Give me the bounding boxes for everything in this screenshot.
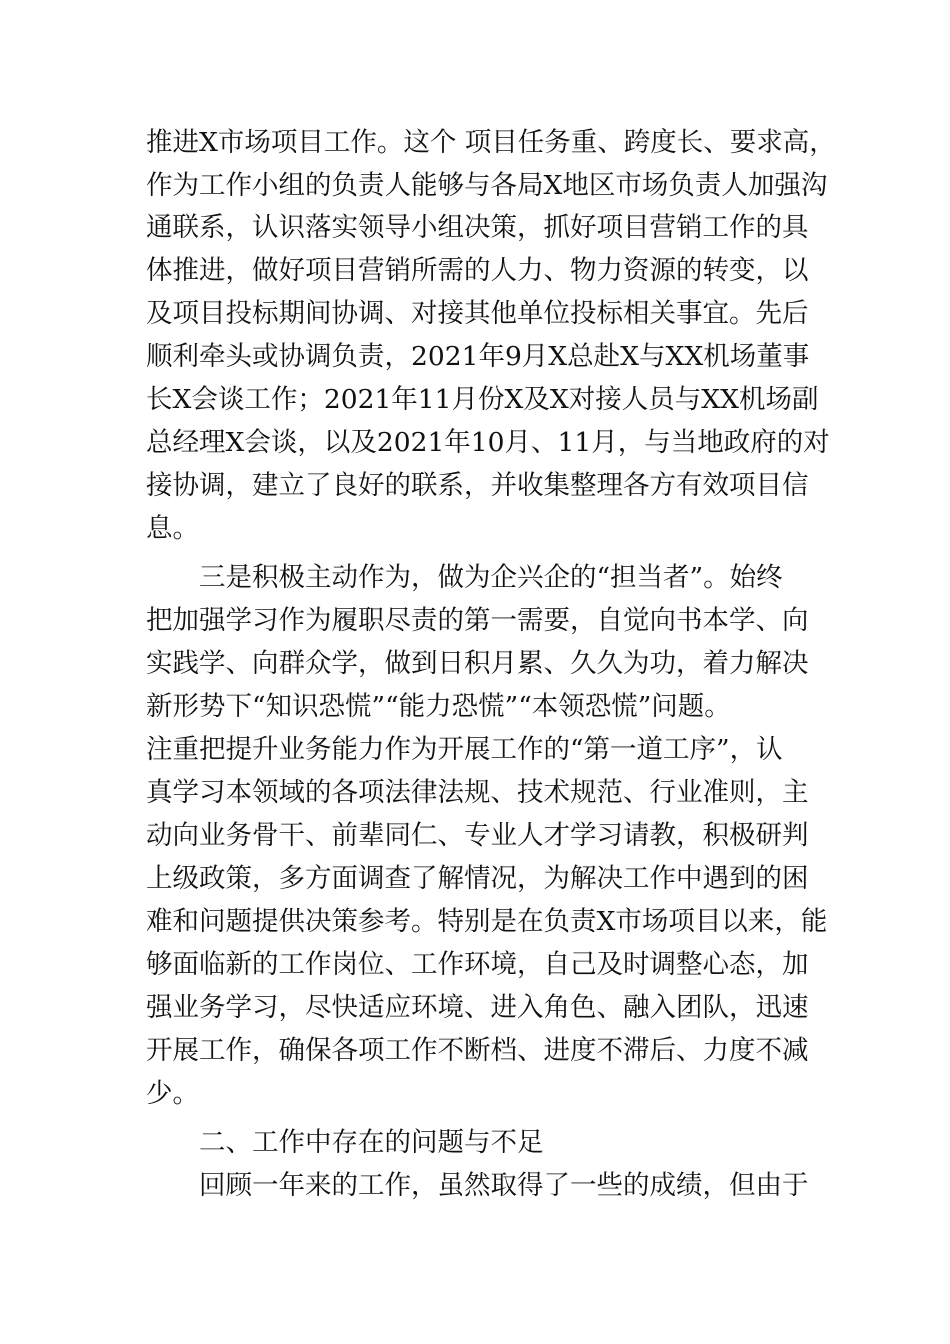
text-line: 推进X市场项目工作。这个 项目任务重、跨度长、要求高， [146,127,836,158]
text-line: 实践学、向群众学，做到日积月累、久久为功，着力解决 [146,648,809,679]
text-line: 通联系，认识落实领导小组决策，抓好项目营销工作的具 [146,212,809,243]
text-line: 开展工作，确保各项工作不断档、进度不滞后、力度不减 [146,1035,809,1066]
text-line: 把加强学习作为履职尽责的第一需要，自觉向书本学、向 [146,605,809,636]
text-line: 总经理X会谈，以及2021年10月、11月，与当地政府的对 [146,427,830,458]
text-line: 少。 [146,1078,199,1109]
text-line: 长X会谈工作；2021年11月份X及X对接人员与XX机场副 [146,384,819,415]
text-line: 强业务学习，尽快适应环境、进入角色、融入团队，迅速 [146,992,809,1023]
section-heading: 二、工作中存在的问题与不足 [199,1127,544,1158]
text-line: 体推进，做好项目营销所需的人力、物力资源的转变，以 [146,255,809,286]
text-line: 作为工作小组的负责人能够与各局X地区市场负责人加强沟 [146,170,828,201]
text-line: 及项目投标期间协调、对接其他单位投标相关事宜。先后 [146,298,809,329]
text-line: 注重把提升业务能力作为开展工作的“第一道工序”，认 [146,734,783,765]
paragraph-start-line: 三是积极主动作为，做为企兴企的“担当者”。始终 [199,562,783,593]
text-line: 真学习本领域的各项法律法规、技术规范、行业准则，主 [146,777,809,808]
text-line: 上级政策，多方面调查了解情况，为解决工作中遇到的困 [146,863,809,894]
text-line: 动向业务骨干、前辈同仁、专业人才学习请教，积极研判 [146,820,809,851]
text-line: 接协调，建立了良好的联系，并收集整理各方有效项目信 [146,470,809,501]
text-line: 难和问题提供决策参考。特别是在负责X市场项目以来，能 [146,906,828,937]
text-line: 顺利牵头或协调负责，2021年9月X总赴X与XX机场董事 [146,341,810,372]
paragraph-start-line: 回顾一年来的工作，虽然取得了一些的成绩，但由于 [199,1170,809,1201]
text-line: 息。 [146,513,199,544]
text-line: 够面临新的工作岗位、工作环境，自己及时调整心态，加 [146,949,809,980]
text-line: 新形势下“知识恐慌”“能力恐慌”“本领恐慌”问题。 [146,691,731,722]
